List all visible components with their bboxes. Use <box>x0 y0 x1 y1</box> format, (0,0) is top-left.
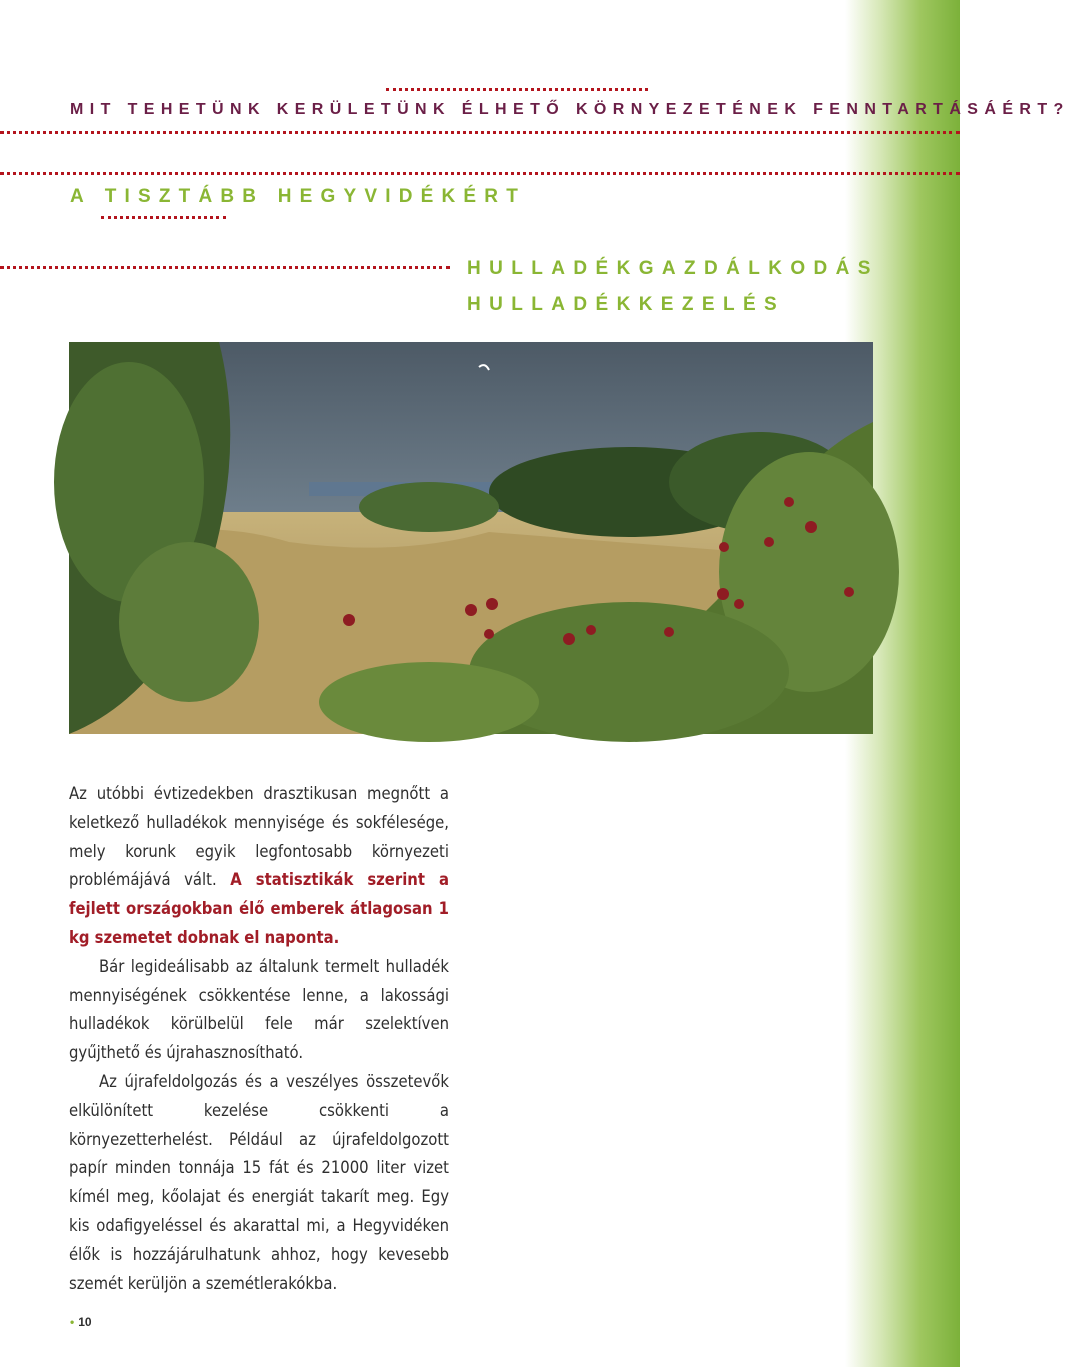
article-body <box>69 780 449 1298</box>
intro-text: Az utóbbi évtizedekben drasztikusan megnőtt a keletkező hulladékok mennyisége és sokfélesége, mely korunk egyik legfontosabb környezeti problémájává vált. <box>69 784 449 890</box>
header-question: MIT TEHETÜNK KERÜLETÜNK ÉLHETŐ KÖRNYEZETÉNEK FENNTARTÁSÁÉRT? <box>70 101 1070 118</box>
paragraph-intro <box>69 780 449 953</box>
dotted-rule <box>0 131 960 134</box>
dotted-rule <box>101 216 226 219</box>
paragraph-selective-collection: Bár legideálisabb az általunk termelt hulladék mennyiségének csökkentése lenne, a lakossági hulladékok körülbelül fele már szelektíven gyűjthető és újrahasznosítható. <box>69 956 449 1063</box>
page-number-value: 10 <box>78 1315 92 1329</box>
topic-waste-management: HULLADÉKGAZDÁLKODÁS <box>467 258 879 279</box>
page-number <box>70 1315 92 1329</box>
highlight-statistic: A statisztikák szerint a fejlett országokban élő emberek átlagosan 1 kg szemetet dobnak el naponta. <box>69 870 449 947</box>
dotted-rule <box>0 266 450 269</box>
dotted-rule <box>386 88 648 91</box>
paragraph-recycling: Az újrafeldolgozás és a veszélyes összetevők elkülönített kezelése csökkenti a környezetterhelést. Például az újrafeldolgozott papír minden tonnája 15 fát és 21000 liter vizet kímél meg, kőolajat és energiát takarít meg. Egy kis odafigyeléssel és akarattal mi, a Hegyvidéken élők is hozzájárulhatunk ahhoz, hogy kevesebb szemét kerüljön a szemétlerakókba. <box>69 1071 449 1293</box>
bullet-icon: • <box>70 1315 75 1329</box>
section-title: A TISZTÁBB HEGYVIDÉKÉRT <box>70 186 527 207</box>
topic-waste-handling: HULLADÉKKEZELÉS <box>467 294 786 315</box>
landscape-photo <box>69 342 873 734</box>
dotted-rule <box>0 172 960 175</box>
